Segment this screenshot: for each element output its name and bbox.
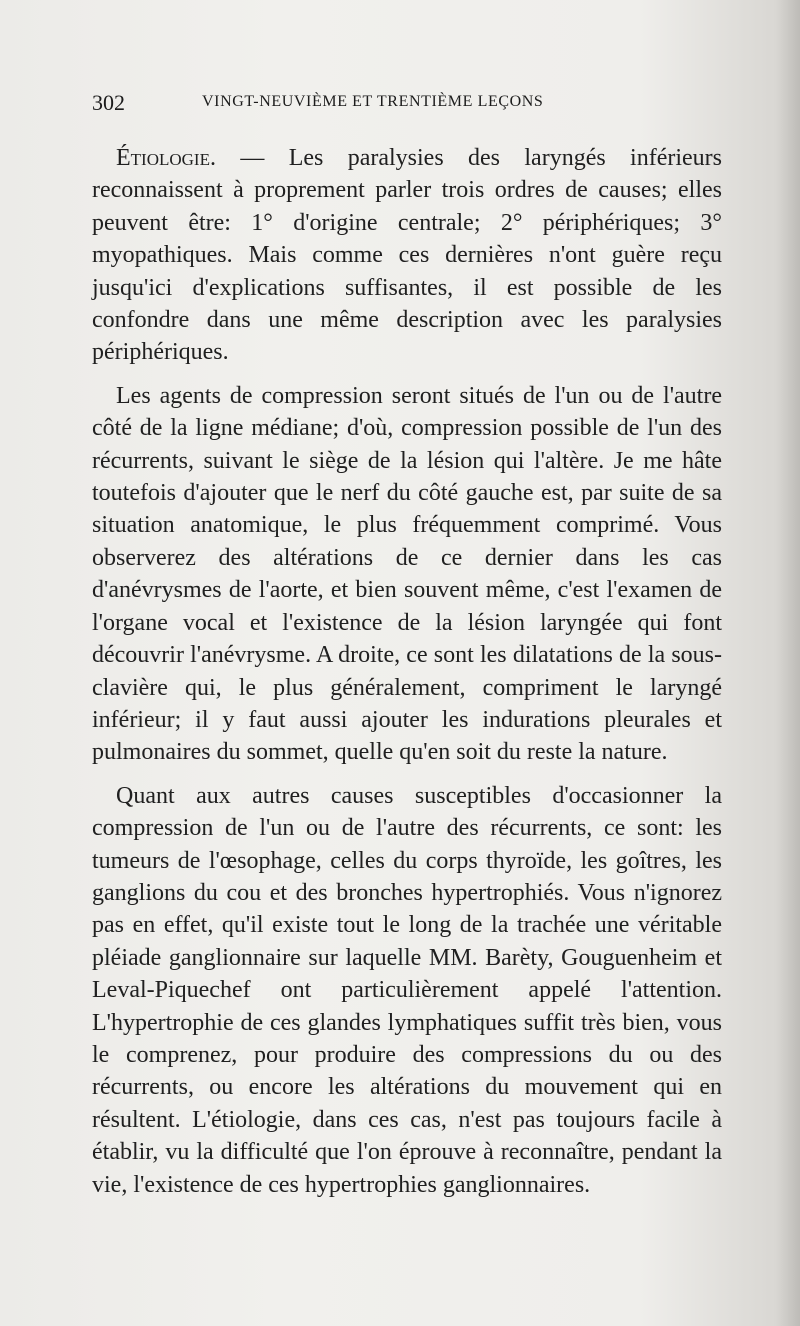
paragraph-text: Quant aux autres causes susceptibles d'occasionner la compression de l'un ou de l'autre des récurrents, ce sont: les tumeurs de l'œsophage, celles du corps thyroïde, les goîtres, les ganglions du cou et des bronches hypertrophiés. Vous n'ignorez pas en effet, qu'il existe tout le long de la trachée une véritable pléiade ganglionnaire sur laquelle MM. Barèty, Gouguenheim et Leval-Piquechef ont particulièrement appelé l'attention. L'hypertrophie de ces glandes lymphatiques suffit très bien, vous le comprenez, pour produire des compressions du ou des récurrents, ou encore les altérations du mouvement qui en résultent. L'étiologie, dans ces cas, n'est pas toujours facile à établir, vu la difficulté que l'on éprouve à reconnaître, pendant la vie, l'existence de ces hypertrophies ganglionnaires. — [92, 782, 722, 1198]
paragraph-other-causes — [92, 780, 722, 1201]
paragraph-text: — Les paralysies des laryngés inférieurs reconnaissent à proprement parler trois ordres de causes; elles peuvent être: 1° d'origine centrale; 2° périphériques; 3° myopathiques. Mais comme ces dernières n'ont guère reçu jusqu'ici d'explications suffisantes, il est possible de les confondre dans une même description avec les paralysies périphériques. — [92, 145, 722, 366]
body-text — [92, 142, 722, 1201]
paragraph-etiologie — [92, 142, 722, 369]
paragraph-text: Les agents de compression seront situés de l'un ou de l'autre côté de la ligne médiane; d'où, compression possible de l'un des récurrents, suivant le siège de la lésion qui l'altère. Je me hâte toutefois d'ajouter que le nerf du côté gauche est, par suite de sa situation anatomique, le plus fréquemment comprimé. Vous observerez des altérations de ce dernier dans les cas d'anévrysmes de l'aorte, et bien souvent même, c'est l'examen de l'organe vocal et l'existence de la lésion laryngée qui font découvrir l'anévrysme. A droite, ce sont les dilatations de la sous-clavière qui, le plus généralement, compriment le laryngé inférieur; il y faut aussi ajouter les indurations pleurales et pulmonaires du sommet, quelle qu'en soit du reste la nature. — [92, 382, 722, 766]
running-title: VINGT-NEUVIÈME ET TRENTIÈME LEÇONS — [202, 93, 544, 110]
paragraph-compression-agents — [92, 380, 722, 769]
page-header — [92, 90, 722, 120]
page-number: 302 — [92, 90, 125, 115]
section-lead: Étiologie. — [116, 145, 216, 171]
